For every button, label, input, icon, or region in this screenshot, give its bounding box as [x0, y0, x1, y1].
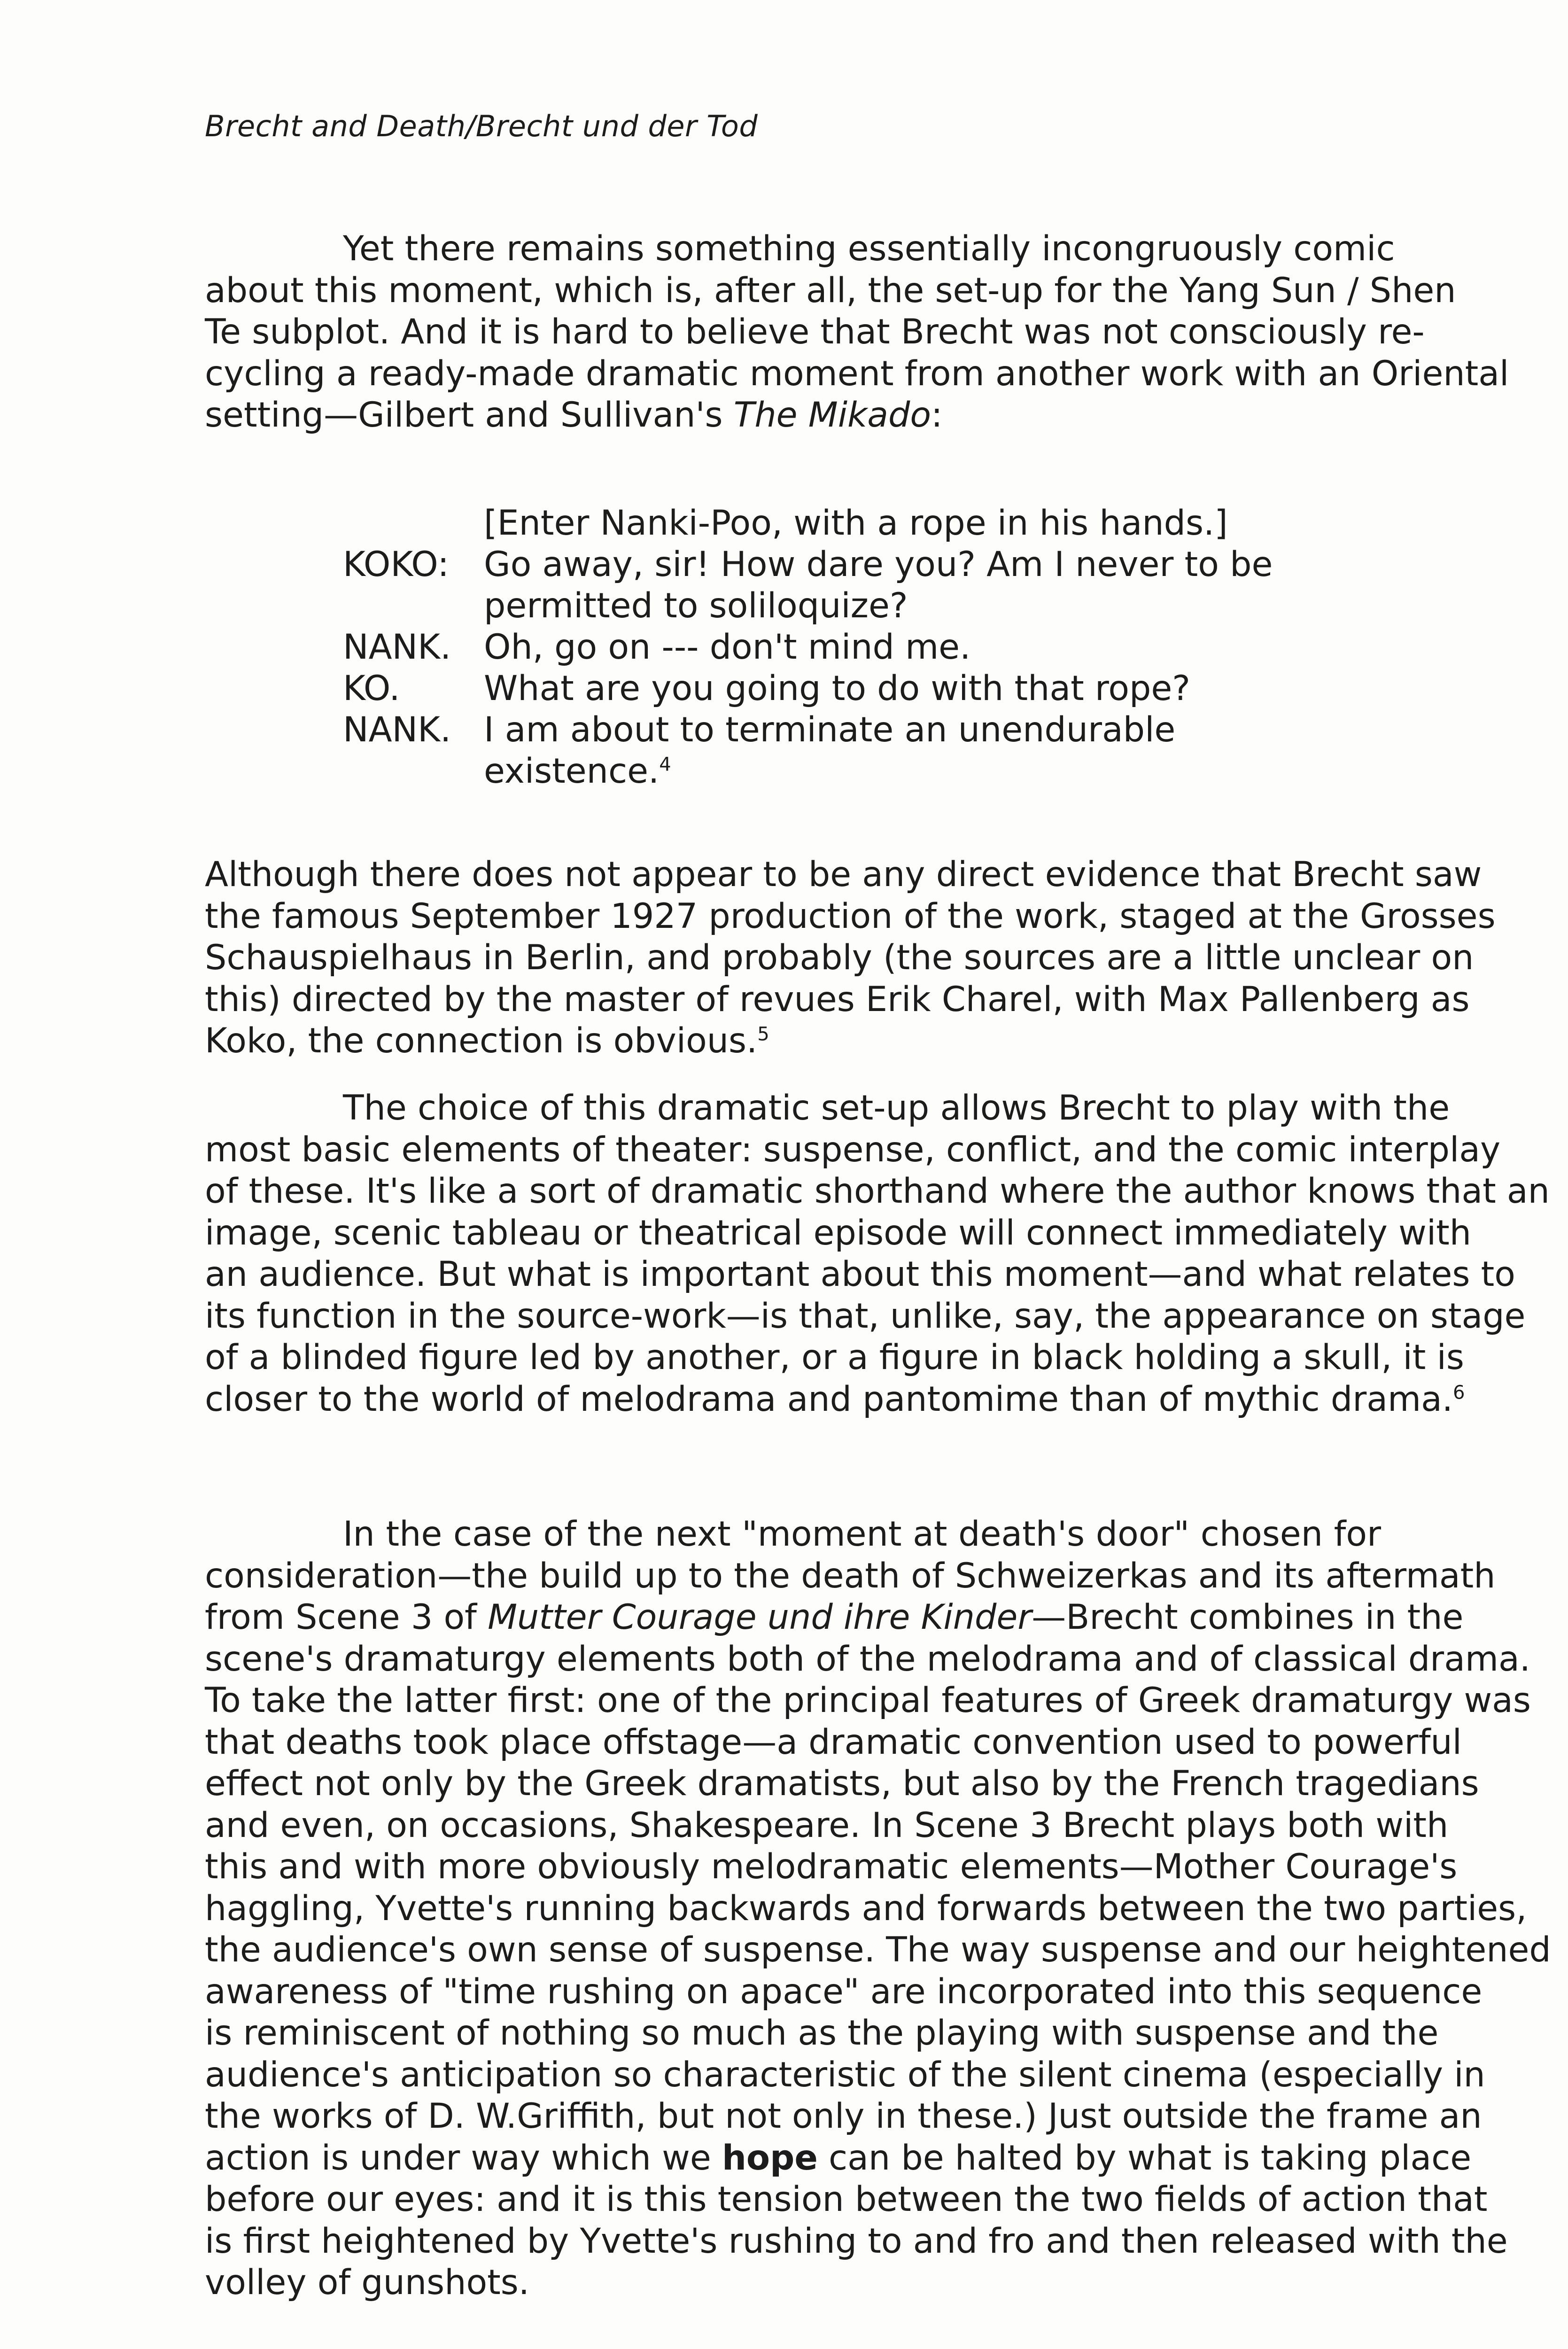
dialogue-row	[343, 585, 1273, 627]
paragraph-4-line: the audience's own sense of suspense. The way suspense and our heightened	[205, 1930, 1551, 1970]
paragraph-4-line: is reminiscent of nothing so much as the playing with suspense and the	[205, 2013, 1439, 2053]
paragraph-1-line-3: Te subplot. And it is hard to believe that Brecht was not consciously re-	[205, 312, 1425, 352]
stage-direction-row	[343, 503, 1273, 544]
paragraph-4-line: from Scene 3 of Mutter Courage und ihre Kinder—Brecht combines in the	[205, 1597, 1464, 1637]
paragraph-4-line: awareness of "time rushing on apace" are incorporated into this sequence	[205, 1971, 1483, 2012]
footnote-ref-5[interactable]: 5	[757, 1023, 769, 1045]
paragraph-3-line: its function in the source-work—is that, unlike, say, the appearance on stage	[205, 1296, 1526, 1336]
dialogue-speaker: KO.	[343, 669, 400, 708]
paragraph-2-line: Koko, the connection is obvious.$^5$	[205, 1021, 769, 1061]
paragraph-3-line: The choice of this dramatic set-up allows Brecht to play with the	[343, 1088, 1450, 1128]
stage-direction: [Enter Nanki-Poo, with a rope in his hands.]	[484, 503, 1228, 543]
paragraph-1	[205, 228, 1509, 436]
paragraph-4-line: this and with more obviously melodramatic elements—Mother Courage's	[205, 1847, 1458, 1887]
dialogue-quotation	[343, 503, 1273, 792]
dialogue-speaker: NANK.	[343, 710, 451, 750]
paragraph-2-line: Schauspielhaus in Berlin, and probably (the sources are a little unclear on	[205, 938, 1474, 978]
dialogue-speech: Oh, go on --- don't mind me.	[484, 627, 971, 667]
dialogue-speech: I am about to terminate an unendurable	[484, 710, 1176, 750]
paragraph-1-line-2: about this moment, which is, after all, the set-up for the Yang Sun / Shen	[205, 270, 1456, 311]
paragraph-2-line: this) directed by the master of revues Erik Charel, with Max Pallenberg as	[205, 979, 1470, 1019]
paragraph-4-line: haggling, Yvette's running backwards and forwards between the two parties,	[205, 1888, 1527, 1929]
paragraph-1-line-5: setting—Gilbert and Sullivan's The Mikado:	[205, 395, 943, 435]
dialogue-speech: What are you going to do with that rope?	[484, 669, 1190, 708]
dialogue-speech: Go away, sir! How dare you? Am I never to be	[484, 544, 1273, 584]
paragraph-3-line: of these. It's like a sort of dramatic shorthand where the author knows that an	[205, 1171, 1550, 1211]
paragraph-3-line: most basic elements of theater: suspense, conflict, and the comic interplay	[205, 1129, 1501, 1170]
running-header: Brecht and Death/Brecht und der Tod	[205, 109, 758, 143]
paragraph-4-line: before our eyes: and it is this tension between the two fields of action that	[205, 2179, 1488, 2219]
paragraph-4-line: scene's dramaturgy elements both of the melodrama and of classical drama.	[205, 1639, 1530, 1679]
paragraph-4-line: the works of D. W.Griffith, but not only in these.) Just outside the frame an	[205, 2096, 1482, 2136]
paragraph-2-line: the famous September 1927 production of the work, staged at the Grosses	[205, 896, 1496, 936]
dialogue-row	[343, 627, 1273, 668]
dialogue-row	[343, 668, 1273, 709]
work-title-mikado: The Mikado	[733, 395, 931, 435]
dialogue-speaker	[343, 585, 484, 627]
paragraph-3-line: image, scenic tableau or theatrical episode will connect immediately with	[205, 1213, 1472, 1253]
paragraph-4-line: and even, on occasions, Shakespeare. In Scene 3 Brecht plays both with	[205, 1805, 1449, 1845]
dialogue-row	[343, 751, 1273, 792]
paragraph-2-line: Although there does not appear to be any direct evidence that Brecht saw	[205, 855, 1482, 894]
footnote-ref-6[interactable]: 6	[1453, 1382, 1465, 1404]
paragraph-4-line: audience's anticipation so characteristic of the silent cinema (especially in	[205, 2054, 1485, 2095]
paragraph-4-line: action is under way which we hope can be halted by what is taking place	[205, 2138, 1472, 2178]
paragraph-1-line-4: cycling a ready-made dramatic moment from another work with an Oriental	[205, 353, 1509, 394]
paragraph-4-line: To take the latter first: one of the principal features of Greek dramaturgy was	[205, 1680, 1531, 1720]
paragraph-4-line: is first heightened by Yvette's rushing to and fro and then released with the	[205, 2221, 1508, 2261]
paragraph-3-line: of a blinded figure led by another, or a figure in black holding a skull, it is	[205, 1338, 1464, 1377]
footnote-ref-4[interactable]: 4	[659, 754, 671, 776]
dialogue-speaker: NANK.	[343, 627, 451, 667]
paragraph-2	[205, 854, 1496, 1062]
paragraph-3-line: an audience. But what is important about this moment—and what relates to	[205, 1254, 1515, 1294]
paragraph-4-line: effect not only by the Greek dramatists, but also by the French tragedians	[205, 1764, 1479, 1804]
paragraph-3-line: closer to the world of melodrama and pantomime than of mythic drama.$^6$	[205, 1379, 1465, 1419]
emphasis-hope: hope	[722, 2138, 818, 2178]
dialogue-speech: permitted to soliloquize?	[484, 586, 908, 626]
paragraph-4-line: volley of gunshots.	[205, 2263, 530, 2302]
dialogue-speech: existence.$^4$	[484, 751, 671, 791]
paragraph-4	[205, 1514, 1551, 2304]
paragraph-1-line-1: Yet there remains something essentially incongruously comic	[343, 229, 1395, 269]
dialogue-row	[343, 544, 1273, 585]
dialogue-row	[343, 709, 1273, 751]
work-title-mutter-courage: Mutter Courage und ihre Kinder	[488, 1597, 1032, 1637]
paragraph-4-line: that deaths took place offstage—a dramatic convention used to powerful	[205, 1722, 1462, 1762]
paragraph-3	[205, 1088, 1550, 1420]
paragraph-4-line: consideration—the build up to the death of Schweizerkas and its aftermath	[205, 1556, 1496, 1596]
paragraph-4-line: In the case of the next "moment at death's door" chosen for	[343, 1514, 1381, 1554]
dialogue-speaker: KOKO:	[343, 544, 449, 584]
